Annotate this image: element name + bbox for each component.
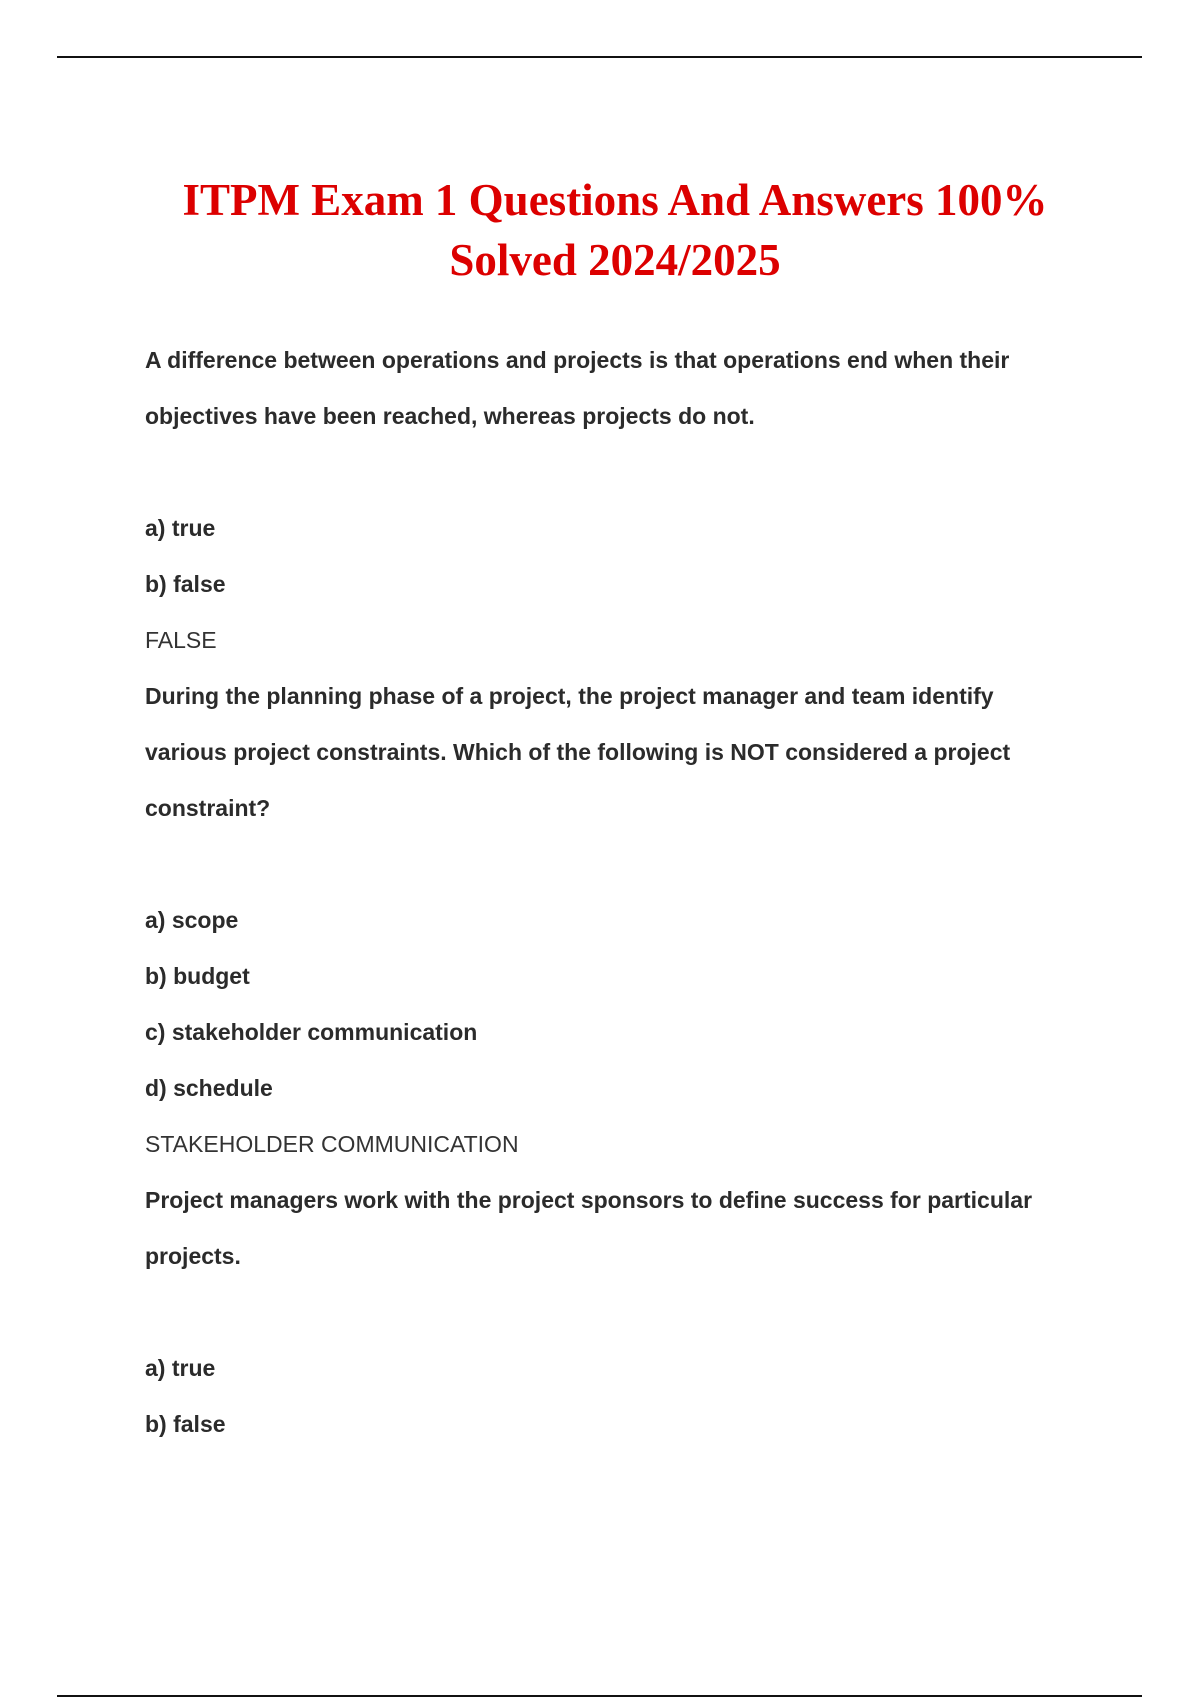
title-line-1: ITPM Exam 1 Questions And Answers 100% — [182, 175, 1048, 225]
option-item: b) false — [145, 1411, 226, 1437]
option-item: d) schedule — [145, 1075, 273, 1101]
option-item: b) budget — [145, 963, 250, 989]
document-title — [0, 170, 1200, 290]
question-text: various project constraints. Which of the following is NOT considered a project — [145, 739, 1011, 765]
answer-text: FALSE — [145, 627, 217, 653]
question-text: projects. — [145, 1243, 241, 1269]
question-text: constraint? — [145, 795, 271, 821]
option-item: a) true — [145, 1355, 216, 1381]
option-item: c) stakeholder communication — [145, 1019, 478, 1045]
question-list — [145, 338, 1095, 1458]
question-text: objectives have been reached, whereas projects do not. — [145, 403, 755, 429]
question-1 — [145, 338, 1095, 674]
option-item: a) true — [145, 515, 216, 541]
spacer — [145, 842, 1095, 898]
question-text: During the planning phase of a project, the project manager and team identify — [145, 683, 994, 709]
header-rule — [57, 56, 1142, 58]
answer-text: STAKEHOLDER COMMUNICATION — [145, 1131, 519, 1157]
question-3 — [145, 1178, 1095, 1458]
spacer — [145, 450, 1095, 506]
question-text: Project managers work with the project sponsors to define success for particular — [145, 1187, 1033, 1213]
title-line-2: Solved 2024/2025 — [449, 235, 781, 285]
question-2 — [145, 674, 1095, 1178]
question-text: A difference between operations and projects is that operations end when their — [145, 347, 1010, 373]
option-item: b) false — [145, 571, 226, 597]
footer-rule — [57, 1695, 1142, 1697]
spacer — [145, 1290, 1095, 1346]
option-item: a) scope — [145, 907, 239, 933]
